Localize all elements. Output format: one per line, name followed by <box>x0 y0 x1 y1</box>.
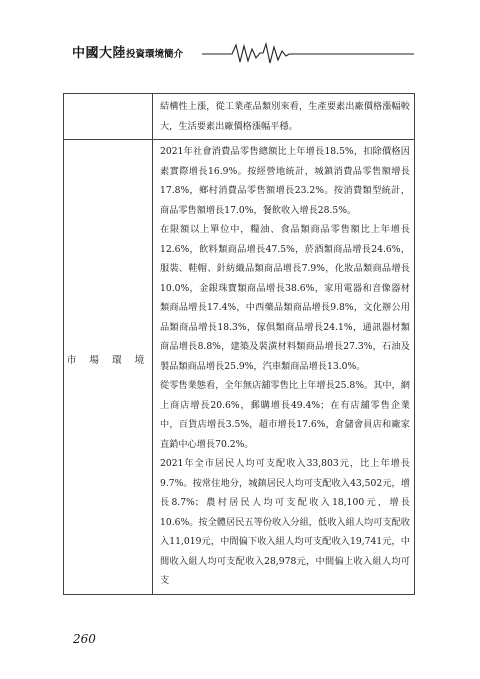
column-divider <box>152 94 153 594</box>
table-paragraph: 結構性上漲，從工業產品類別來看，生產要素出廠價格漲幅較大，生活要素出廠價格漲幅平穩。 <box>160 101 410 132</box>
header-wave-line <box>202 40 414 66</box>
table-paragraph: 從零售業態看，全年無店舖零售比上年增長25.8%。其中，網上商店增長20.6%，郵購增長49.4%；在有店舖零售企業中，百貨店增長3.5%，超市增長17.6%，倉儲會員店和廠家直銷中心增長70.2%。 <box>160 380 410 450</box>
header-title <box>72 42 183 61</box>
table-cell-top <box>160 97 410 136</box>
table-paragraph: 在限額以上單位中，糧油、食品類商品零售額比上年增長12.6%，飲料類商品增長47.5%，菸酒類商品增長24.6%，服裝、鞋帽、針紡織品類商品增長7.9%，化妝品類商品增長10.0%，金銀珠寶類商品增長38.6%，家用電器和音像器材類商品增長17.4%，中西藥品類商品增長9.8%，文化辦公用品類商品增長18.3%，傢俱類商品增長24.1%，通訊器材類商品增長8.8%，建築及裝潢材料類商品增長27.3%，石油及製品類商品增長25.9%，汽車類商品增長13.0%。 <box>160 224 410 372</box>
header-title-main: 中國大陸 <box>72 46 127 61</box>
running-header <box>72 40 414 66</box>
header-title-sub: 投資環境簡介 <box>126 49 184 60</box>
info-table <box>63 93 415 595</box>
table-cell-market-environment <box>160 142 410 591</box>
row-label-market-environment: 市 場 環 境 <box>66 355 150 366</box>
row-divider <box>64 139 414 140</box>
table-paragraph: 2021年社會消費品零售總額比上年增長18.5%，扣除價格因素實際增長16.9%。按經營地統計，城鎮消費品零售額增長17.8%，鄉村消費品零售額增長23.2%。按消費類型統計，商品零售額增長17.0%，餐飲收入增長28.5%。 <box>160 146 410 216</box>
page-number: 260 <box>73 632 96 646</box>
table-paragraph: 2021年全市居民人均可支配收入33,803元，比上年增長9.7%。按常住地分，城鎮居民人均可支配收入43,502元，增長8.7%；農村居民人均可支配收入18,100元，增長10.6%。按全體居民五等份收入分組，低收入組人均可支配收入11,019元，中間偏下收入組人均可支配收入19,741元，中間收入組人均可支配收入28,978元，中間偏上收入組人均可支 <box>160 458 410 586</box>
